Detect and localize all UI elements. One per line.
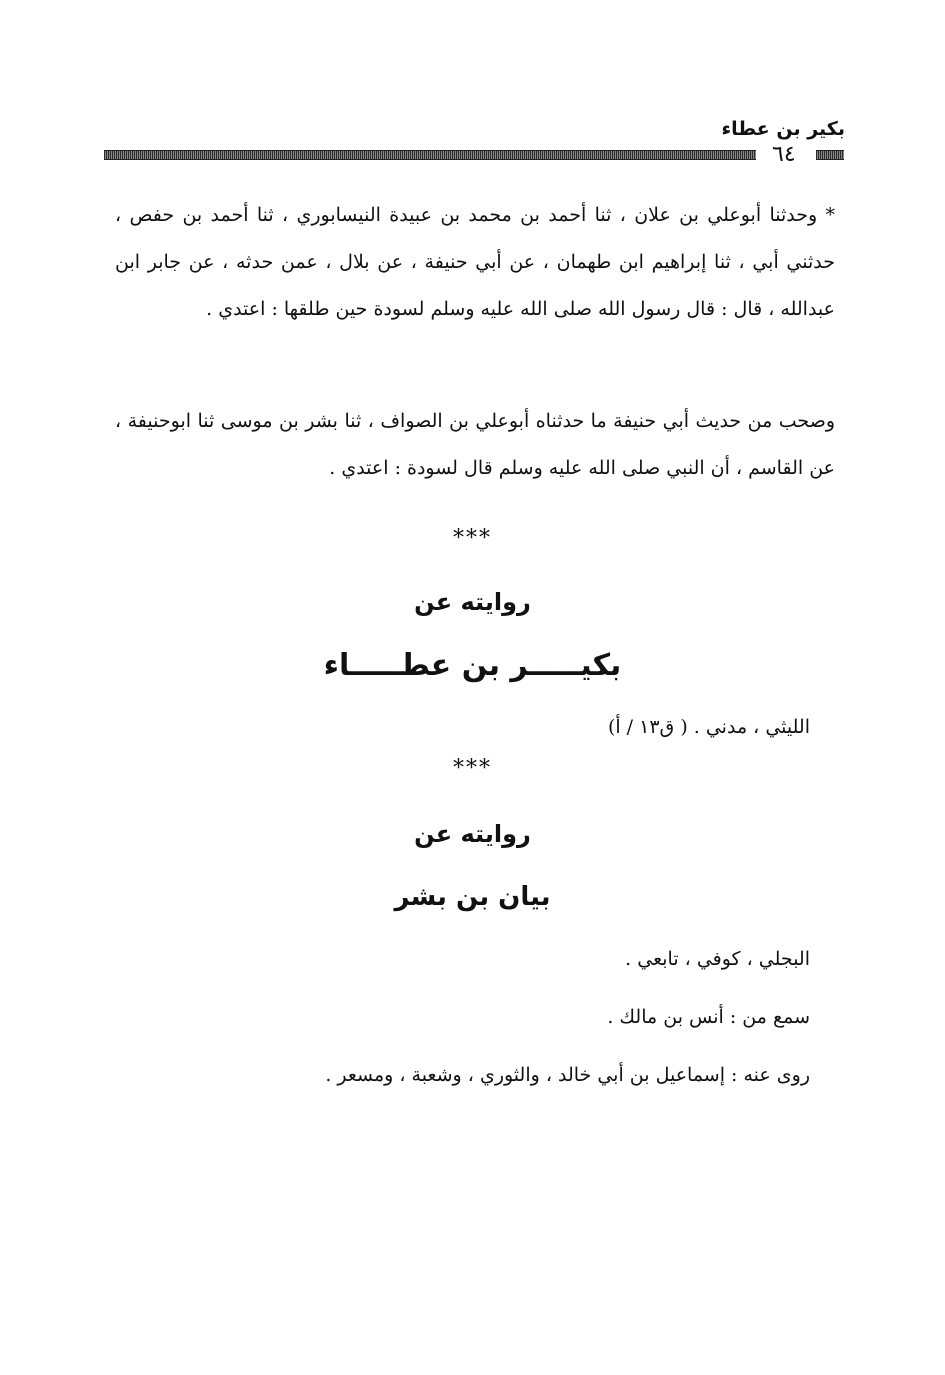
- paragraph-hadith-1: * وحدثنا أبوعلي بن علان ، ثنا أحمد بن محمد بن عبيدة النيسابوري ، ثنا أحمد بن حفص ، حدثني أبي ، ثنا إبراهيم ابن طهمان ، عن أبي حنيفة ، عن بلال ، عمن حدثه ، عن جابر ابن عبدالله ، قال : قال رسول الله صلى الله عليه وسلم لسودة حين طلقها : اعتدي .: [115, 204, 835, 320]
- section-heading: روايته عن: [414, 820, 531, 848]
- narrator-teachers: سمع من : أنس بن مالك .: [607, 1006, 810, 1028]
- narrator-name-heading: بيان بن بشر: [394, 882, 551, 912]
- narrator-description: البجلي ، كوفي ، تابعي .: [625, 948, 810, 970]
- paragraph-hadith-2: وصحب من حديث أبي حنيفة ما حدثناه أبوعلي بن الصواف ، ثنا بشر بن موسى ثنا ابوحنيفة ، عن القاسم ، أن النبي صلى الله عليه وسلم قال لسودة : اعتدي .: [115, 410, 835, 479]
- section-separator: ***: [453, 526, 492, 551]
- narrator-description: الليثي ، مدني . ( ق١٣ / أ): [607, 716, 810, 738]
- narrator-name-heading: بكيـــــر بن عطـــــاء: [323, 648, 622, 683]
- header-rule: [104, 150, 756, 160]
- section-heading: روايته عن: [414, 588, 531, 616]
- page-number: ٦٤: [772, 142, 796, 167]
- running-header-title: بكير بن عطاء: [721, 118, 845, 140]
- narrator-students: روى عنه : إسماعيل بن أبي خالد ، والثوري ، وشعبة ، ومسعر .: [325, 1064, 810, 1086]
- section-separator: ***: [453, 756, 492, 781]
- header-rule-end: [816, 150, 844, 160]
